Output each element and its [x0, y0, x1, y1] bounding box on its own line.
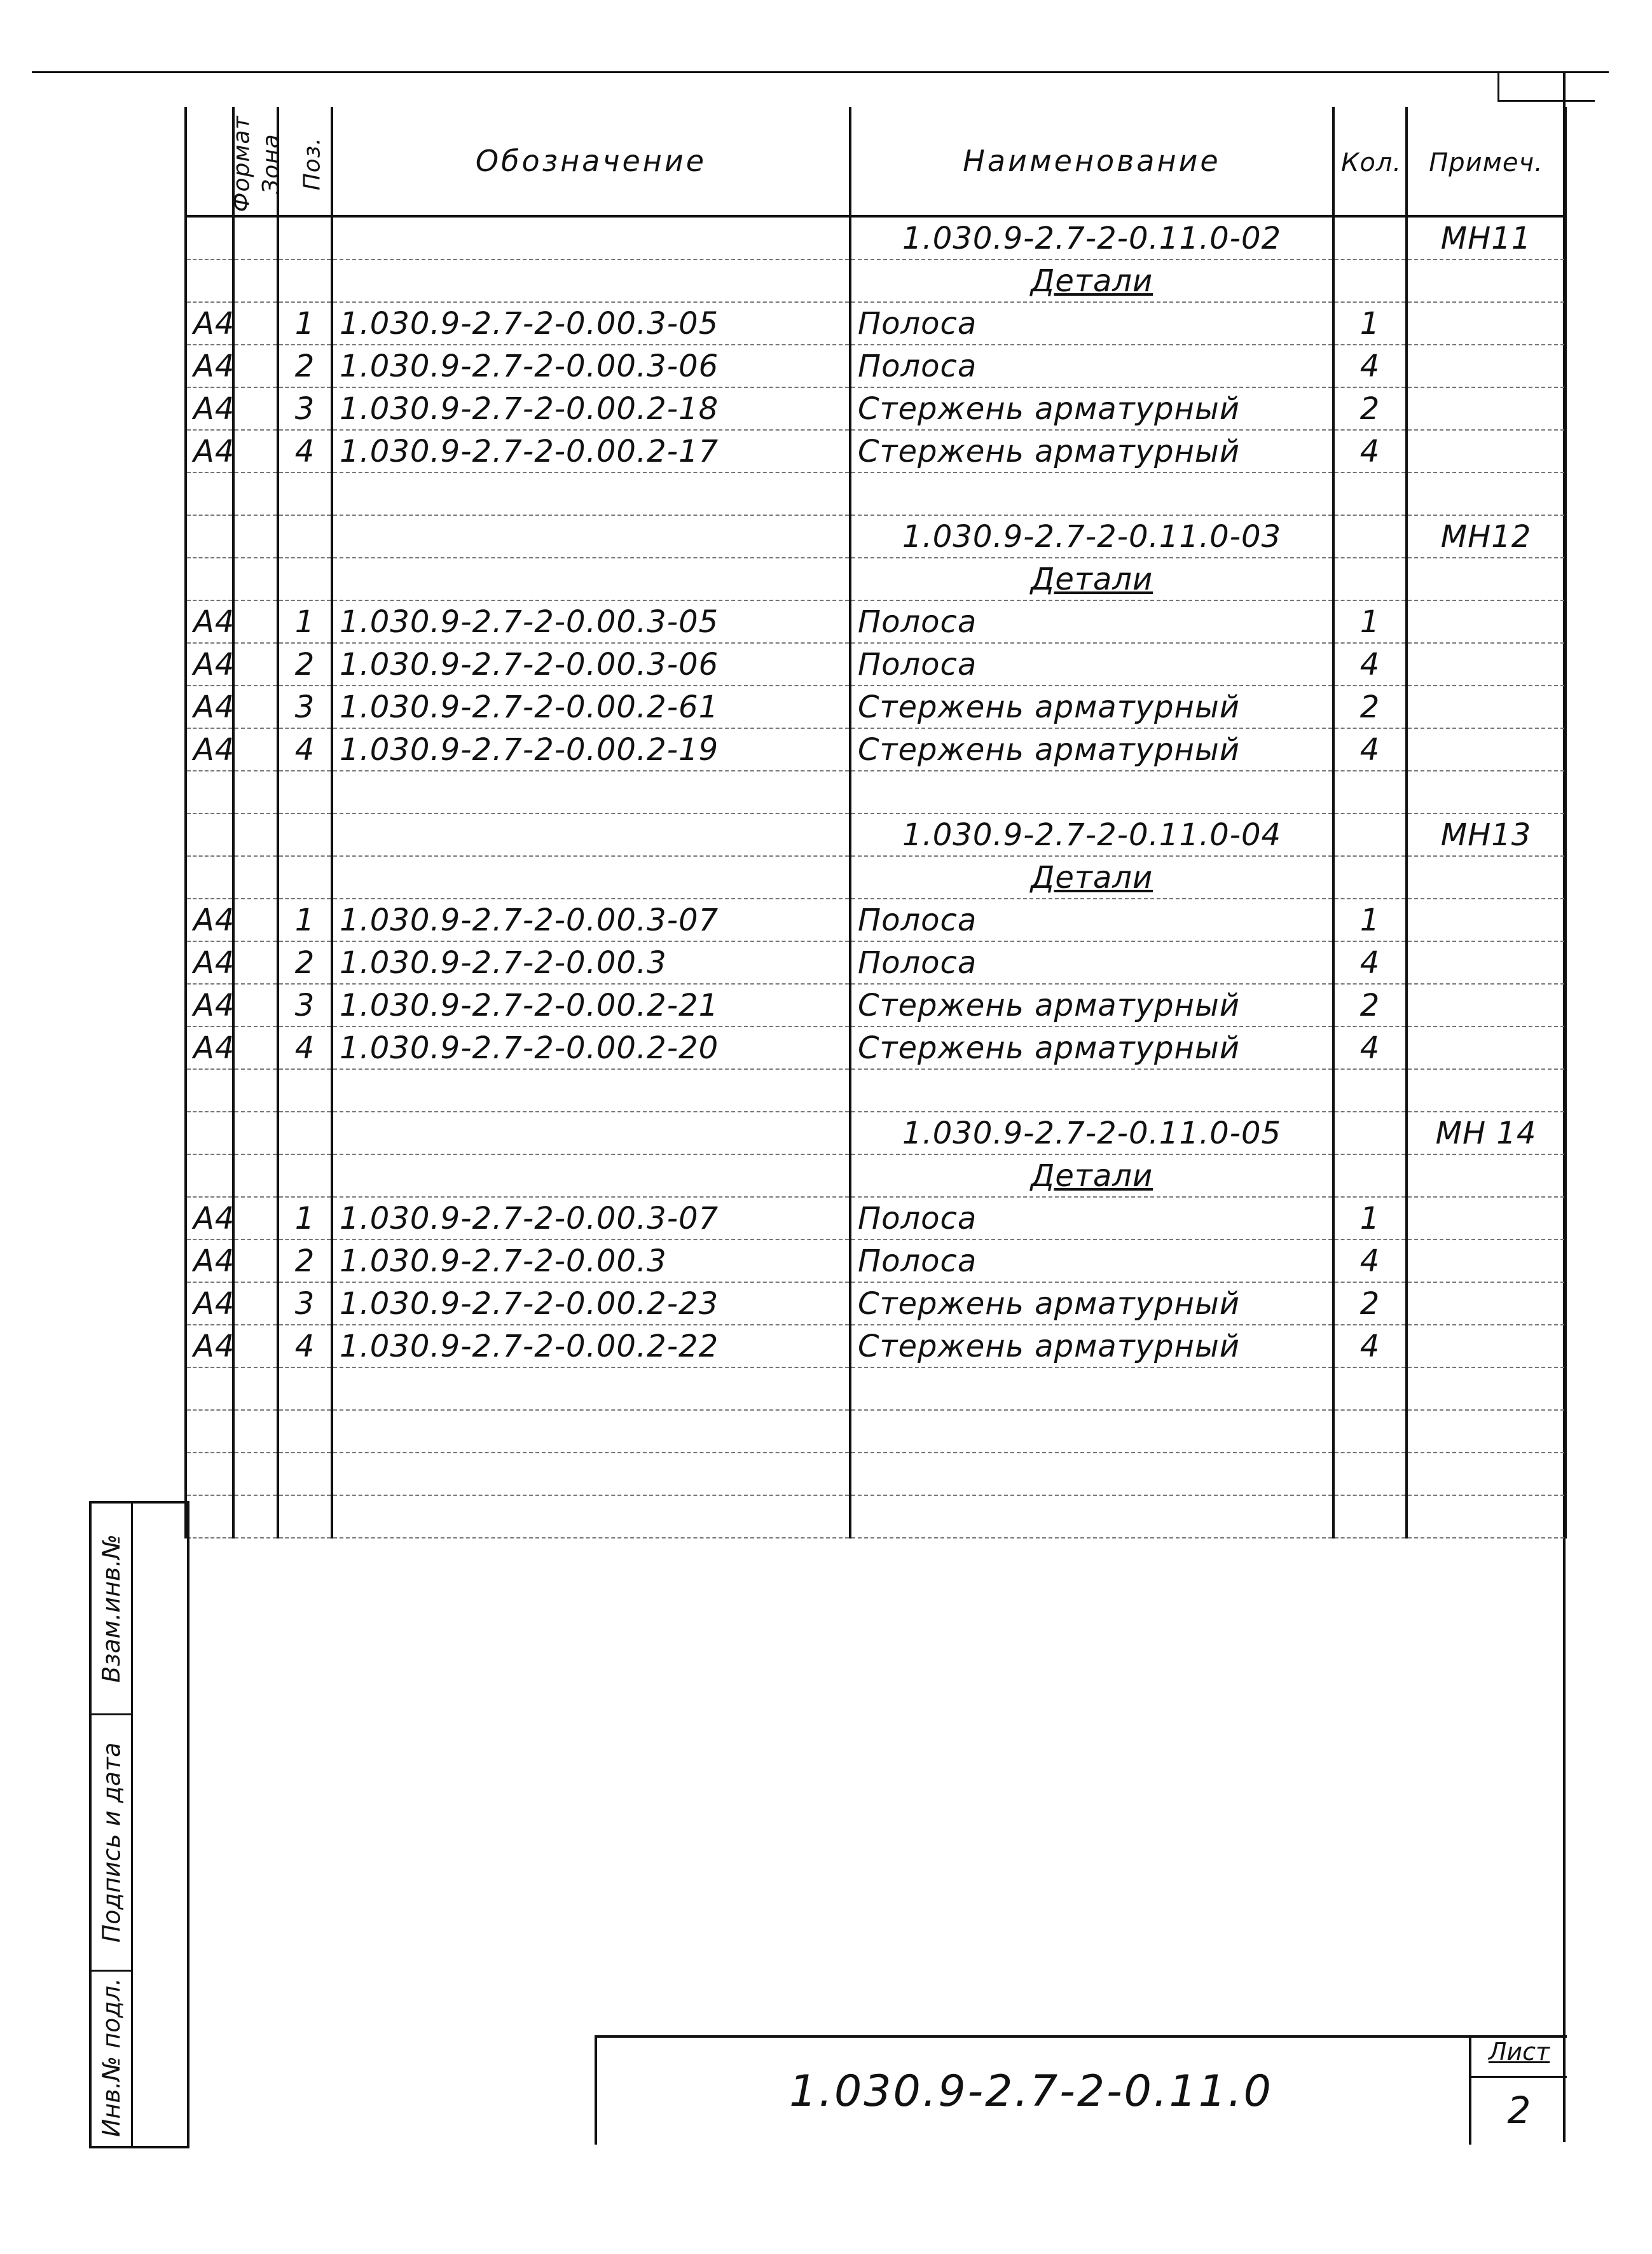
item-name: Стержень арматурный [858, 689, 1240, 725]
item-pos: 1 [294, 1200, 315, 1236]
item-name: Полоса [858, 305, 977, 342]
table-row [186, 1197, 1566, 1240]
item-pos: 3 [294, 391, 315, 427]
item-name: Полоса [858, 604, 977, 640]
empty-row [186, 1069, 1566, 1112]
table-row [186, 430, 1566, 473]
item-qty: 4 [1359, 433, 1380, 469]
header-name: Наименование [963, 144, 1221, 178]
assembly-note: МН11 [1440, 220, 1532, 256]
table-row [186, 1282, 1566, 1325]
item-qty: 4 [1359, 944, 1380, 981]
table-row [186, 984, 1566, 1027]
item-name: Полоса [858, 646, 977, 682]
item-format: А4 [193, 305, 235, 342]
item-format: А4 [193, 987, 235, 1023]
item-designation: 1.030.9-2.7-2-0.00.2-22 [340, 1328, 719, 1364]
item-qty: 1 [1359, 1200, 1380, 1236]
item-format: А4 [193, 348, 235, 384]
item-pos: 3 [294, 1285, 315, 1322]
side-label-signature-date: Подпись и дата [97, 1742, 126, 1943]
item-format: А4 [193, 433, 235, 469]
empty-row [186, 1367, 1566, 1410]
sheet-number: 2 [1507, 2089, 1531, 2132]
side-cell-inv-instead [92, 1504, 131, 1715]
sheet-box [1469, 2038, 1567, 2145]
item-format: А4 [193, 1243, 235, 1279]
section-row [186, 259, 1566, 302]
item-pos: 2 [294, 1243, 315, 1279]
item-name: Стержень арматурный [858, 1285, 1240, 1322]
empty-row [186, 1410, 1566, 1453]
item-name: Стержень арматурный [858, 1030, 1240, 1066]
item-format: А4 [193, 604, 235, 640]
assembly-note: МН13 [1440, 817, 1532, 853]
side-cell-inv-original [92, 1972, 131, 2143]
item-designation: 1.030.9-2.7-2-0.00.3 [340, 1243, 667, 1279]
title-block [595, 2035, 1567, 2145]
table-row [186, 345, 1566, 387]
section-row [186, 1154, 1566, 1197]
item-qty: 1 [1359, 604, 1380, 640]
assembly-designation: 1.030.9-2.7-2-0.11.0-02 [902, 220, 1282, 256]
item-designation: 1.030.9-2.7-2-0.00.2-17 [340, 433, 719, 469]
item-designation: 1.030.9-2.7-2-0.00.2-20 [340, 1030, 719, 1066]
side-label-inv-instead: Взам.инв.№ [97, 1534, 126, 1683]
specification-table [184, 107, 1567, 1538]
assembly-note: МН 14 [1435, 1115, 1537, 1151]
item-qty: 1 [1359, 902, 1380, 938]
assembly-designation: 1.030.9-2.7-2-0.11.0-04 [902, 817, 1282, 853]
item-designation: 1.030.9-2.7-2-0.00.3-05 [340, 604, 719, 640]
header-qty: Кол. [1341, 148, 1402, 177]
item-pos: 4 [294, 731, 315, 768]
item-designation: 1.030.9-2.7-2-0.00.2-19 [340, 731, 719, 768]
section-row [186, 558, 1566, 600]
item-designation: 1.030.9-2.7-2-0.00.3 [340, 944, 667, 981]
item-qty: 4 [1359, 731, 1380, 768]
item-format: А4 [193, 391, 235, 427]
item-designation: 1.030.9-2.7-2-0.00.3-05 [340, 305, 719, 342]
item-qty: 4 [1359, 1328, 1380, 1364]
table-header-row [186, 107, 1566, 216]
item-qty: 2 [1359, 391, 1380, 427]
item-qty: 4 [1359, 348, 1380, 384]
item-name: Полоса [858, 1200, 977, 1236]
item-name: Стержень арматурный [858, 433, 1240, 469]
specification-sheet [184, 107, 1564, 2142]
item-designation: 1.030.9-2.7-2-0.00.3-06 [340, 348, 719, 384]
item-name: Полоса [858, 944, 977, 981]
empty-row [186, 1453, 1566, 1495]
assembly-designation: 1.030.9-2.7-2-0.11.0-05 [902, 1115, 1282, 1151]
item-pos: 2 [294, 646, 315, 682]
item-qty: 1 [1359, 305, 1380, 342]
assembly-designation: 1.030.9-2.7-2-0.11.0-03 [902, 518, 1282, 555]
top-corner-box [1497, 71, 1595, 102]
table-row [186, 1027, 1566, 1069]
item-designation: 1.030.9-2.7-2-0.00.2-61 [340, 689, 719, 725]
item-qty: 2 [1359, 1285, 1380, 1322]
section-title: Детали [1030, 561, 1153, 597]
item-pos: 3 [294, 987, 315, 1023]
header-note: Примеч. [1429, 148, 1543, 177]
header-format: Формат [228, 115, 255, 212]
header-pos: Поз. [299, 137, 326, 191]
table-row [186, 600, 1566, 643]
side-cell-signature-date [92, 1715, 131, 1972]
empty-row [186, 771, 1566, 813]
item-pos: 1 [294, 902, 315, 938]
item-designation: 1.030.9-2.7-2-0.00.2-21 [340, 987, 719, 1023]
item-qty: 4 [1359, 1243, 1380, 1279]
side-strip-divider [131, 1504, 133, 2146]
item-pos: 2 [294, 944, 315, 981]
table-row [186, 728, 1566, 771]
item-format: А4 [193, 1328, 235, 1364]
item-pos: 4 [294, 433, 315, 469]
item-format: А4 [193, 902, 235, 938]
table-row [186, 899, 1566, 941]
table-row [186, 302, 1566, 345]
item-pos: 2 [294, 348, 315, 384]
item-format: А4 [193, 1285, 235, 1322]
section-row [186, 856, 1566, 899]
item-designation: 1.030.9-2.7-2-0.00.3-07 [340, 1200, 719, 1236]
item-format: А4 [193, 1030, 235, 1066]
assembly-note: МН12 [1440, 518, 1532, 555]
item-format: А4 [193, 944, 235, 981]
table-row [186, 1240, 1566, 1282]
sheet-label: Лист [1471, 2038, 1567, 2078]
empty-row [186, 1495, 1566, 1538]
item-pos: 3 [294, 689, 315, 725]
table-row [186, 941, 1566, 984]
item-designation: 1.030.9-2.7-2-0.00.2-23 [340, 1285, 719, 1322]
item-qty: 4 [1359, 1030, 1380, 1066]
document-code: 1.030.9-2.7-2-0.11.0 [789, 2066, 1273, 2117]
item-qty: 4 [1359, 646, 1380, 682]
item-name: Стержень арматурный [858, 391, 1240, 427]
header-designation: Обозначение [475, 144, 707, 178]
assembly-row [186, 813, 1566, 856]
item-name: Полоса [858, 348, 977, 384]
item-name: Стержень арматурный [858, 987, 1240, 1023]
section-title: Детали [1030, 1158, 1153, 1194]
item-pos: 4 [294, 1030, 315, 1066]
item-pos: 4 [294, 1328, 315, 1364]
item-name: Стержень арматурный [858, 731, 1240, 768]
section-title: Детали [1030, 859, 1153, 895]
side-strip [89, 1501, 189, 2148]
item-format: А4 [193, 1200, 235, 1236]
item-format: А4 [193, 689, 235, 725]
table-row [186, 686, 1566, 728]
section-title: Детали [1030, 263, 1153, 299]
item-designation: 1.030.9-2.7-2-0.00.3-06 [340, 646, 719, 682]
header-zone: Зона [258, 134, 284, 194]
item-pos: 1 [294, 604, 315, 640]
item-format: А4 [193, 731, 235, 768]
item-qty: 2 [1359, 987, 1380, 1023]
item-designation: 1.030.9-2.7-2-0.00.3-07 [340, 902, 719, 938]
table-row [186, 387, 1566, 430]
item-format: А4 [193, 646, 235, 682]
empty-row [186, 473, 1566, 515]
table-row [186, 1325, 1566, 1367]
assembly-row [186, 515, 1566, 558]
item-name: Полоса [858, 1243, 977, 1279]
side-label-inv-original: Инв.№ подл. [97, 1977, 125, 2138]
item-designation: 1.030.9-2.7-2-0.00.2-18 [340, 391, 719, 427]
item-name: Полоса [858, 902, 977, 938]
table-row [186, 643, 1566, 686]
item-pos: 1 [294, 305, 315, 342]
assembly-row [186, 1112, 1566, 1154]
assembly-row [186, 216, 1566, 259]
item-qty: 2 [1359, 689, 1380, 725]
top-border-line [32, 71, 1609, 73]
item-name: Стержень арматурный [858, 1328, 1240, 1364]
